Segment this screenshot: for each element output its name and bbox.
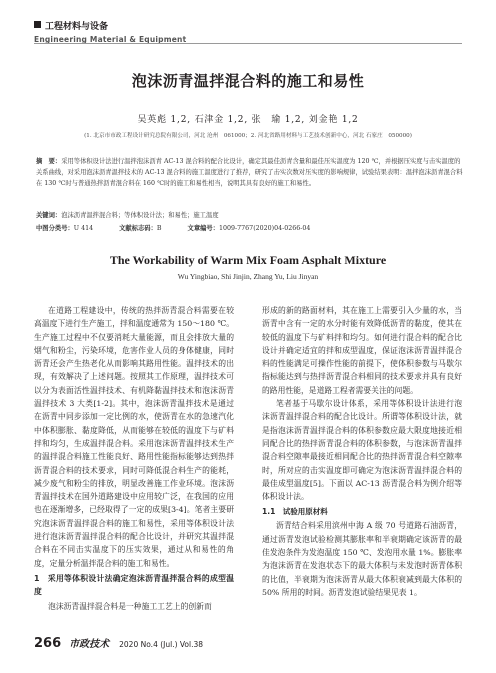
header-rule — [34, 43, 462, 44]
subsection-heading-1-1: 1.1 试验用原材料 — [262, 507, 328, 517]
body-column-left — [34, 304, 234, 613]
clc-value: U 414 — [73, 225, 94, 232]
doc-code-value: B — [156, 225, 162, 232]
body-paragraph: 泡沫沥青温拌混合料是一种施工工艺上的创新而 — [48, 601, 212, 611]
doc-code-label: 文献标志码： — [119, 225, 157, 232]
page-footer — [34, 635, 203, 651]
section-heading-1: 1 采用等体积设计法确定泡沫沥青温拌混合料的成型温度 — [34, 573, 234, 596]
body-column-right — [262, 304, 462, 599]
abstract-label: 摘 要： — [36, 158, 62, 165]
english-title: The Workability of Warm Mix Foam Asphalt Mixture — [109, 253, 387, 267]
body-paragraph: 形成的新的路面材料，其在施工上需要引入少量的水，当沥青中含有一定的水分时能有效降低沥青的黏度，使其在较低的温度下与矿料拌和均匀。如何进行混合料的配合比设计并确定适宜的拌和成型温度，保证泡沫沥青温拌混合料的性能满足可操作性能的前提下，使体积参数与马歇尔指标能达到与热拌沥青混合料相同的技术要求并具有良好的路用性能，是道路工程者需要关注的问题。 — [262, 306, 462, 395]
body-paragraph: 笔者基于马歇尔设计体系，采用等体积设计法进行泡沫沥青温拌混合料的配合比设计。所谓等体积设计法，就是指泡沫沥青温拌混合料的体积参数应最大限度地接近相同配合比的热拌沥青混合料的体积参数，与泡沫沥青温拌混合料空隙率最接近相同配合比的热拌沥青混合料空隙率时，所对应的击实温度即可确定为泡沫沥青温拌混合料的最佳成型温度[5]。下面以 AC-13 沥青混合料为例介绍等体积设计法。 — [262, 399, 462, 502]
journal-name: 市政技术 — [69, 639, 110, 650]
author-list: 吴英彪 1,2, 石津金 1,2, 张 瑜 1,2, 刘金艳 1,2 — [137, 115, 359, 125]
section-header — [34, 14, 186, 44]
page-number: 266 — [34, 636, 62, 651]
keywords-label: 关键词： — [36, 212, 62, 219]
paper-title: 泡沫沥青温拌混合料的施工和易性 — [131, 72, 365, 90]
keywords-text: 泡沫沥青温拌混合料；等体积设计法；和易性；施工温度 — [61, 212, 219, 219]
section-header-en: Engineering Material & Equipment — [34, 35, 187, 44]
abstract-text: 采用等体积设计法进行温拌泡沫沥青 AC-13 混合料的配合比设计，确定其最佳沥青含量和最佳压实温度为 120 ℃，并根据压实度与击实温度的关系曲线，对采用泡沫沥青温拌技术的 AC-13 混合料的施工温度进行了推荐，研究了击实次数对压实度的影响规律，试验结果表明：温拌泡沫沥青混合料在 130 ℃时与普通热拌沥青混合料在 160 ℃时的施工和易性相当，说明其具有良好的施工和易性。 — [36, 158, 463, 187]
square-bullet-icon — [34, 21, 41, 28]
keywords — [36, 210, 466, 219]
body-paragraph: 沥青结合料采用滨州中海 A 级 70 号道路石油沥青，通过沥青发泡试验检测其膨胀率和半衰期确定该沥青的最佳发泡条件为发泡温度 150 ℃、发泡用水量 1%。膨胀率为泡沫沥青在发泡状态下的最大体积与未发泡时沥青体积的比值，半衰期为泡沫沥青从最大体积衰减到最大体积的 50% 所用的时间。沥青发泡试验结果见表 1。 — [262, 521, 462, 597]
article-no-value: 1009-7767(2020)04-0266-04 — [219, 225, 311, 232]
english-authors: Wu Yingbiao, Shi Jinjin, Zhang Yu, Liu Jinyan — [177, 272, 319, 281]
affiliation: (1. 北京市市政工程设计研究总院有限公司，河北 沧州 061000；2. 河北省路用材料与工艺技术创新中心，河北 石家庄 050000) — [84, 133, 412, 139]
section-header-cn: 工程材料与设备 — [34, 14, 186, 33]
clc-label: 中图分类号： — [36, 225, 74, 232]
abstract — [36, 156, 466, 189]
classification-line — [36, 223, 310, 232]
issue-info: 2020 No.4 (Jul.) Vol.38 — [119, 640, 204, 649]
article-no-label: 文章编号： — [187, 225, 220, 232]
body-paragraph: 在道路工程建设中，传统的热拌沥青混合料需要在较高温度下进行生产施工，拌和温度通常为 150～180 ℃。生产施工过程中不仅要消耗大量能源，而且会排放大量的烟气和粉尘，污染环境，危害作业人员的身体健康，同时沥青还会产生热老化从而影响其路用性能。温拌技术的出现，有效解决了上述问题。按照其工作原理，温拌技术可以分为表面活性温拌技术、有机降黏温拌技术和泡沫沥青温拌技术 3 大类[1-2]。其中，泡沫沥青温拌技术是通过在沥青中同步添加一定比例的水，使沥青在水的急速汽化中体积膨胀、黏度降低，从而能够在较低的温度下与矿料拌和均匀，生成温拌混合料。采用泡沫沥青温拌技术生产的温拌混合料施工性能良好、路用性能指标能够达到热拌沥青混合料的技术要求，同时可降低混合料生产的能耗，减少废气和粉尘的排放，明显改善施工作业环境。泡沫沥青温拌技术在国外道路建设中应用较广泛，在我国的应用也在逐渐增多，已经取得了一定的成果[3-4]。笔者主要研究泡沫沥青温拌混合料的施工和易性，采用等体积设计法进行泡沫沥青温拌混合料的配合比设计，并研究其温拌混合料在不同击实温度下的压实效果，通过从和易性的角度，定量分析温拌混合料的施工和易性。 — [34, 306, 234, 568]
